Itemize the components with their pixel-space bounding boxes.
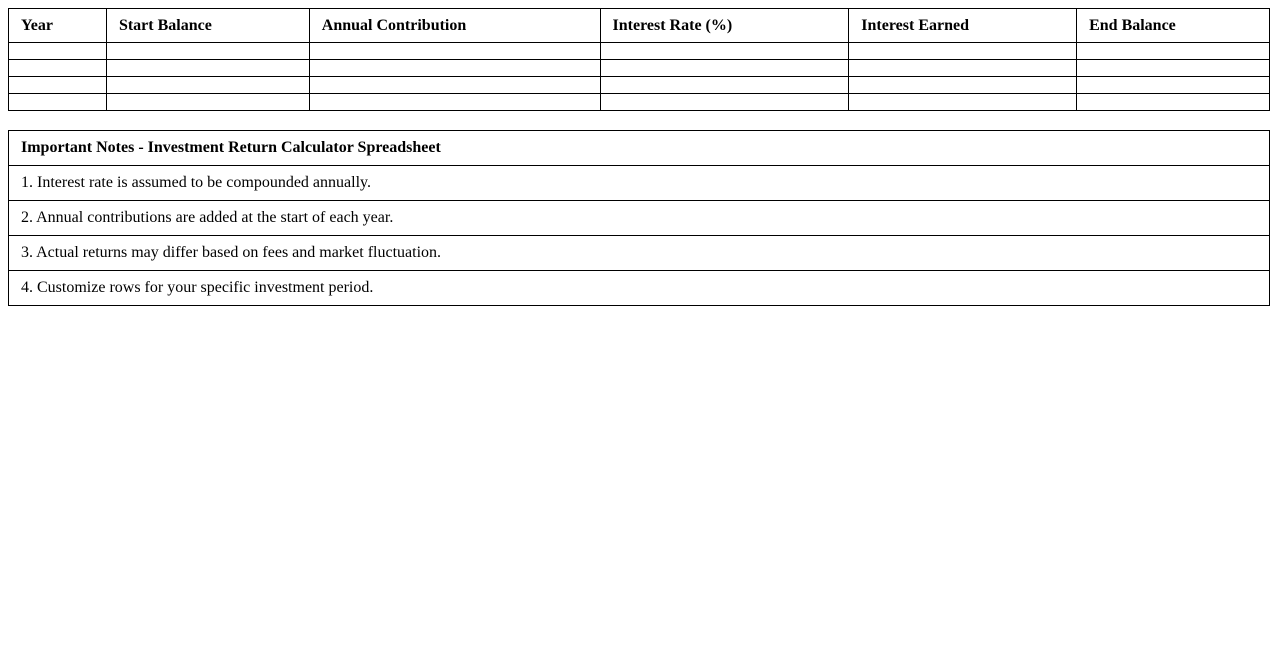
cell-interest-rate[interactable] [600,43,849,60]
table-row [9,94,1270,111]
table-row [9,60,1270,77]
cell-interest-rate[interactable] [600,77,849,94]
header-interest-rate: Interest Rate (%) [600,9,849,43]
cell-end-balance[interactable] [1077,77,1270,94]
cell-annual-contribution[interactable] [309,43,600,60]
cell-start-balance[interactable] [106,94,309,111]
cell-year[interactable] [9,43,107,60]
cell-interest-earned[interactable] [849,60,1077,77]
cell-end-balance[interactable] [1077,60,1270,77]
header-interest-earned: Interest Earned [849,9,1077,43]
header-year: Year [9,9,107,43]
cell-interest-rate[interactable] [600,94,849,111]
cell-end-balance[interactable] [1077,94,1270,111]
cell-interest-rate[interactable] [600,60,849,77]
cell-interest-earned[interactable] [849,94,1077,111]
header-annual-contribution: Annual Contribution [309,9,600,43]
note-item: 1. Interest rate is assumed to be compounded annually. [9,166,1270,201]
cell-start-balance[interactable] [106,60,309,77]
note-row [9,166,1270,201]
cell-interest-earned[interactable] [849,77,1077,94]
cell-start-balance[interactable] [106,43,309,60]
cell-end-balance[interactable] [1077,43,1270,60]
notes-title-row [9,131,1270,166]
cell-year[interactable] [9,94,107,111]
table-row [9,43,1270,60]
header-end-balance: End Balance [1077,9,1270,43]
note-item: 2. Annual contributions are added at the start of each year. [9,201,1270,236]
table-row [9,77,1270,94]
cell-annual-contribution[interactable] [309,77,600,94]
notes-title: Important Notes - Investment Return Calculator Spreadsheet [9,131,1270,166]
note-row [9,271,1270,306]
header-start-balance: Start Balance [106,9,309,43]
note-row [9,201,1270,236]
cell-annual-contribution[interactable] [309,60,600,77]
table-header-row [9,9,1270,43]
notes-table [8,130,1270,306]
note-item: 3. Actual returns may differ based on fees and market fluctuation. [9,236,1270,271]
cell-year[interactable] [9,60,107,77]
cell-year[interactable] [9,77,107,94]
note-row [9,236,1270,271]
cell-interest-earned[interactable] [849,43,1077,60]
note-item: 4. Customize rows for your specific investment period. [9,271,1270,306]
page-content [0,0,1278,306]
cell-annual-contribution[interactable] [309,94,600,111]
cell-start-balance[interactable] [106,77,309,94]
investment-table [8,8,1270,111]
